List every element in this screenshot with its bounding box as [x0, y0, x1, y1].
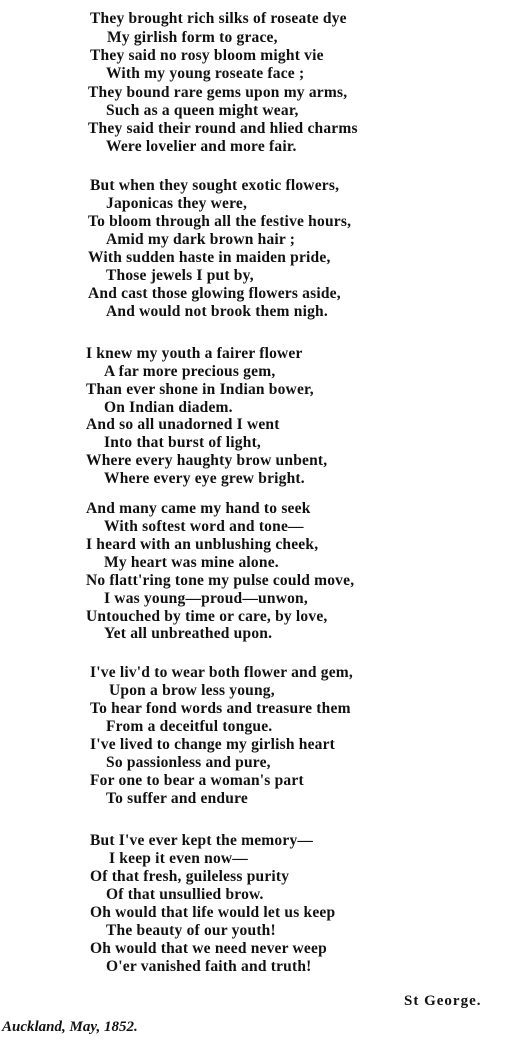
poem-line: For one to bear a woman's part: [90, 772, 304, 789]
poem-line: Yet all unbreathed upon.: [104, 625, 273, 642]
poem-line: I keep it even now—: [109, 850, 248, 867]
poem-line: I've lived to change my girlish heart: [90, 736, 336, 753]
poem-line: Of that fresh, guileless purity: [90, 868, 290, 885]
poem-line: But I've ever kept the memory—: [90, 832, 314, 849]
poem-line: My girlish form to grace,: [107, 29, 278, 46]
poem-line: Amid my dark brown hair ;: [106, 231, 296, 248]
poem-line: With softest word and tone—: [104, 518, 304, 535]
signature: St George.: [404, 993, 482, 1009]
poem-line: They said no rosy bloom might vie: [90, 47, 324, 64]
poem-line: Of that unsullied brow.: [106, 886, 264, 903]
poem-line: Those jewels I put by,: [106, 267, 254, 284]
poem-line: Where every haughty brow unbent,: [86, 452, 328, 469]
poem-line: The beauty of our youth!: [106, 922, 276, 939]
poem-line: I was young—proud—unwon,: [104, 590, 308, 607]
poem-line: I knew my youth a fairer flower: [86, 345, 303, 362]
poem-line: With my young roseate face ;: [106, 65, 305, 82]
poem-line: To suffer and endure: [106, 790, 248, 807]
poem-line: Oh would that life would let us keep: [90, 904, 336, 921]
poem-line: Japonicas they were,: [106, 195, 248, 212]
poem-line: I heard with an unblushing cheek,: [86, 536, 319, 553]
poem-line: With sudden haste in maiden pride,: [88, 249, 331, 266]
poem-line: But when they sought exotic flowers,: [90, 177, 340, 194]
poem-line: So passionless and pure,: [106, 754, 271, 771]
poem-line: And many came my hand to seek: [86, 500, 311, 517]
dateline: Auckland, May, 1852.: [2, 1019, 138, 1035]
poem-line: And would not brook them nigh.: [106, 303, 328, 320]
poem-line: No flatt'ring tone my pulse could move,: [86, 572, 355, 589]
poem-line: To hear fond words and treasure them: [90, 700, 351, 717]
poem-line: I've liv'd to wear both flower and gem,: [90, 664, 353, 681]
poem-line: Untouched by time or care, by love,: [86, 608, 328, 625]
poem-line: Oh would that we need never weep: [90, 940, 327, 957]
poem-line: My heart was mine alone.: [104, 554, 279, 571]
poem-line: And cast those glowing flowers aside,: [88, 285, 341, 302]
poem-line: Where every eye grew bright.: [104, 470, 305, 487]
poem-line: O'er vanished faith and truth!: [106, 958, 312, 975]
poem-line: Such as a queen might wear,: [106, 102, 299, 119]
poem-line: To bloom through all the festive hours,: [88, 213, 352, 230]
poem-line: Were lovelier and more fair.: [106, 138, 297, 155]
poem-line: On Indian diadem.: [104, 399, 233, 416]
poem-line: They said their round and hlied charms: [88, 120, 358, 137]
poem-line: Into that burst of light,: [104, 434, 262, 451]
poem-line: They bound rare gems upon my arms,: [88, 84, 348, 101]
poem-line: From a deceitful tongue.: [106, 718, 273, 735]
poem-line: And so all unadorned I went: [86, 416, 280, 433]
poem-line: A far more precious gem,: [104, 363, 276, 380]
poem-line: They brought rich silks of roseate dye: [90, 10, 347, 27]
poem-line: Upon a brow less young,: [109, 682, 275, 699]
poem-line: Than ever shone in Indian bower,: [86, 381, 314, 398]
